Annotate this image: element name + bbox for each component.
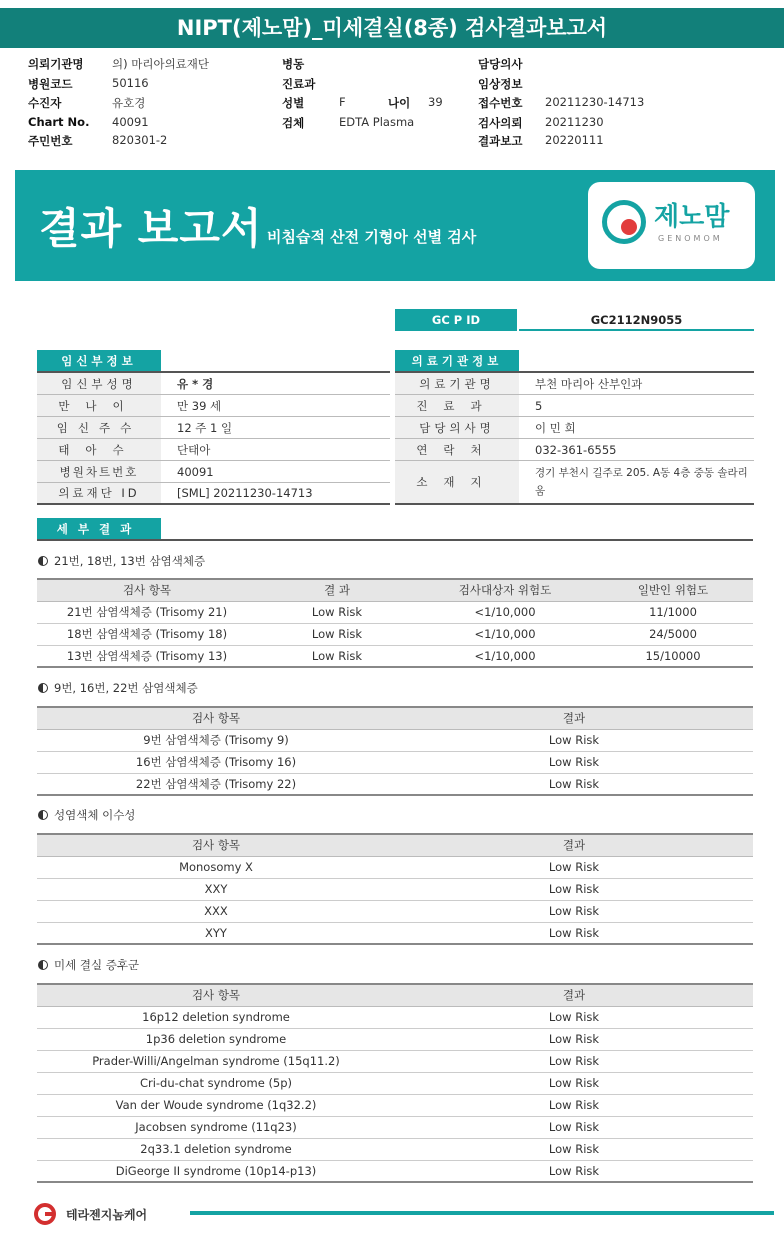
info-value: 이 민 희 bbox=[535, 420, 576, 435]
test-item: Prader-Willi/Angelman syndrome (15q11.2) bbox=[37, 1050, 395, 1072]
info-row bbox=[37, 483, 390, 505]
half-circle-icon bbox=[38, 683, 48, 693]
result: Low Risk bbox=[395, 900, 753, 922]
info-label: 의료재단 ID bbox=[37, 483, 161, 503]
detail-results-heading: 세부결과 bbox=[37, 518, 161, 540]
info-row bbox=[395, 395, 754, 417]
header-value: EDTA Plasma bbox=[339, 115, 415, 129]
info-value: 12 주 1 일 bbox=[177, 420, 233, 435]
header-value: 39 bbox=[428, 95, 443, 109]
table-row bbox=[37, 751, 753, 773]
result: Low Risk bbox=[257, 645, 417, 667]
test-item: 9번 삼염색체증 (Trisomy 9) bbox=[37, 729, 395, 751]
result: Low Risk bbox=[395, 1116, 753, 1138]
sex-chromosome-table bbox=[37, 833, 753, 945]
info-row bbox=[37, 439, 390, 461]
general-risk: 24/5000 bbox=[593, 623, 753, 645]
pregnant-info-table bbox=[37, 373, 390, 505]
half-circle-icon bbox=[38, 960, 48, 970]
column-header: 결과 bbox=[395, 707, 753, 729]
info-value: 5 bbox=[535, 398, 543, 413]
column-header: 검사대상자 위험도 bbox=[417, 579, 593, 601]
header-label: 임상정보 bbox=[478, 77, 523, 91]
table-row bbox=[37, 900, 753, 922]
column-header: 검사 항목 bbox=[37, 834, 395, 856]
info-label: 임신주수 bbox=[37, 417, 161, 438]
result: Low Risk bbox=[395, 922, 753, 944]
result: Low Risk bbox=[395, 878, 753, 900]
company-name: 테라젠지놈케어 bbox=[66, 1208, 148, 1222]
result: Low Risk bbox=[395, 1006, 753, 1028]
table-row bbox=[37, 1050, 753, 1072]
header-row bbox=[28, 76, 768, 94]
banner-title: 결과 보고서 bbox=[39, 204, 263, 253]
header-value: 40091 bbox=[112, 115, 149, 129]
subject-risk: <1/10,000 bbox=[417, 623, 593, 645]
section-title: 미세 결실 증후군 bbox=[54, 958, 140, 972]
test-item: 22번 삼염색체증 (Trisomy 22) bbox=[37, 773, 395, 795]
general-risk: 15/10000 bbox=[593, 645, 753, 667]
header-label: 의뢰기관명 bbox=[28, 57, 84, 71]
info-value: [SML] 20211230-14713 bbox=[177, 486, 313, 500]
header-label: 진료과 bbox=[282, 77, 316, 91]
result: Low Risk bbox=[395, 1138, 753, 1160]
banner-subtitle: 비침습적 산전 기형아 선별 검사 bbox=[267, 228, 477, 246]
info-label: 태아수 bbox=[37, 439, 161, 460]
table-header-row bbox=[37, 579, 753, 601]
table-row bbox=[37, 1138, 753, 1160]
result: Low Risk bbox=[395, 1072, 753, 1094]
info-label: 담당의사명 bbox=[395, 417, 519, 438]
test-item: 16번 삼염색체증 (Trisomy 16) bbox=[37, 751, 395, 773]
header-row bbox=[28, 95, 768, 113]
institution-info-table bbox=[395, 373, 754, 505]
genomom-logo-icon bbox=[602, 200, 646, 244]
result: Low Risk bbox=[395, 1160, 753, 1182]
header-label: 검사의뢰 bbox=[478, 116, 523, 130]
subject-risk: <1/10,000 bbox=[417, 601, 593, 623]
table-row bbox=[37, 856, 753, 878]
info-value: 경기 부천시 길주로 205. A동 4층 중동 솔라리움 bbox=[535, 467, 748, 497]
test-item: DiGeorge II syndrome (10p14-p13) bbox=[37, 1160, 395, 1182]
terragen-logo-icon bbox=[32, 1203, 62, 1225]
header-value: 20220111 bbox=[545, 133, 604, 147]
test-item: Van der Woude syndrome (1q32.2) bbox=[37, 1094, 395, 1116]
gcp-id bbox=[395, 309, 754, 331]
result: Low Risk bbox=[395, 729, 753, 751]
table-row bbox=[37, 1160, 753, 1182]
result: Low Risk bbox=[257, 623, 417, 645]
info-value: 부천 마리아 산부인과 bbox=[535, 376, 643, 391]
section-title: 9번, 16번, 22번 삼염색체증 bbox=[54, 681, 198, 695]
table-row bbox=[37, 773, 753, 795]
info-label: 만나이 bbox=[37, 395, 161, 416]
header-label: 주민번호 bbox=[28, 134, 73, 148]
info-value: 단태아 bbox=[177, 442, 211, 457]
header-label: 접수번호 bbox=[478, 96, 523, 110]
section-heading bbox=[38, 553, 205, 569]
test-item: XXX bbox=[37, 900, 395, 922]
report-title: NIPT(제노맘)_미세결실(8종) 검사결과보고서 bbox=[0, 8, 784, 48]
gcp-id-label: GC P ID bbox=[395, 309, 517, 331]
logo-text: 제노맘 bbox=[654, 202, 730, 232]
header-label: 수진자 bbox=[28, 96, 62, 110]
section-heading bbox=[38, 807, 135, 823]
info-row bbox=[37, 461, 390, 483]
table-header-row bbox=[37, 984, 753, 1006]
result: Low Risk bbox=[257, 601, 417, 623]
column-header: 검사 항목 bbox=[37, 579, 257, 601]
header-label: 나이 bbox=[388, 96, 411, 110]
info-row bbox=[395, 439, 754, 461]
header-value: 유호경 bbox=[112, 96, 146, 110]
table-row bbox=[37, 623, 753, 645]
info-label: 소재지 bbox=[395, 461, 519, 503]
section-heading bbox=[38, 957, 139, 973]
header-row bbox=[28, 133, 768, 151]
result: Low Risk bbox=[395, 1028, 753, 1050]
info-value: 유 * 경 bbox=[177, 376, 214, 391]
footer-divider bbox=[190, 1211, 774, 1215]
header-label: 병동 bbox=[282, 57, 305, 71]
result: Low Risk bbox=[395, 751, 753, 773]
result: Low Risk bbox=[395, 1050, 753, 1072]
section-heading bbox=[38, 680, 198, 696]
column-header: 검사 항목 bbox=[37, 984, 395, 1006]
info-label: 진료과 bbox=[395, 395, 519, 416]
column-header: 결과 bbox=[395, 984, 753, 1006]
info-row bbox=[37, 373, 390, 395]
info-label: 연락처 bbox=[395, 439, 519, 460]
info-row bbox=[395, 417, 754, 439]
table-row bbox=[37, 601, 753, 623]
header-label: 담당의사 bbox=[478, 57, 523, 71]
gcp-id-value: GC2112N9055 bbox=[519, 309, 754, 331]
pregnant-info-heading: 임신부정보 bbox=[37, 350, 161, 372]
test-item: 2q33.1 deletion syndrome bbox=[37, 1138, 395, 1160]
institution-info-heading: 의료기관정보 bbox=[395, 350, 519, 372]
trisomy-9-16-22-table bbox=[37, 706, 753, 796]
info-label: 병원차트번호 bbox=[37, 461, 161, 482]
info-row bbox=[395, 461, 754, 505]
test-item: Jacobsen syndrome (11q23) bbox=[37, 1116, 395, 1138]
report-banner bbox=[15, 170, 775, 281]
info-row bbox=[395, 373, 754, 395]
test-item: XXY bbox=[37, 878, 395, 900]
section-title: 성염색체 이수성 bbox=[54, 808, 136, 822]
result: Low Risk bbox=[395, 1094, 753, 1116]
result: Low Risk bbox=[395, 856, 753, 878]
column-header: 결과 bbox=[395, 834, 753, 856]
table-row bbox=[37, 729, 753, 751]
table-header-row bbox=[37, 707, 753, 729]
microdeletion-table bbox=[37, 983, 753, 1183]
header-value: 20211230-14713 bbox=[545, 95, 645, 109]
header-value: 의) 마리아의료재단 bbox=[112, 57, 210, 71]
test-item: 21번 삼염색체증 (Trisomy 21) bbox=[37, 601, 257, 623]
subject-risk: <1/10,000 bbox=[417, 645, 593, 667]
result: Low Risk bbox=[395, 773, 753, 795]
info-value: 032-361-6555 bbox=[535, 442, 617, 457]
info-value: 만 39 세 bbox=[177, 398, 222, 413]
half-circle-icon bbox=[38, 556, 48, 566]
header-label: Chart No. bbox=[28, 115, 90, 129]
info-label: 임신부성명 bbox=[37, 373, 161, 394]
header-label: 검체 bbox=[282, 116, 305, 130]
test-item: Cri-du-chat syndrome (5p) bbox=[37, 1072, 395, 1094]
header-label: 병원코드 bbox=[28, 77, 73, 91]
test-item: 13번 삼염색체증 (Trisomy 13) bbox=[37, 645, 257, 667]
column-header: 일반인 위험도 bbox=[593, 579, 753, 601]
table-header-row bbox=[37, 834, 753, 856]
table-row bbox=[37, 1116, 753, 1138]
info-label: 의료기관명 bbox=[395, 373, 519, 394]
test-item: XYY bbox=[37, 922, 395, 944]
header-label: 결과보고 bbox=[478, 134, 523, 148]
header-row bbox=[28, 115, 768, 133]
header-label: 성별 bbox=[282, 96, 305, 110]
table-row bbox=[37, 645, 753, 667]
table-row bbox=[37, 1094, 753, 1116]
divider bbox=[37, 539, 753, 541]
table-row bbox=[37, 1072, 753, 1094]
info-row bbox=[37, 417, 390, 439]
genomom-logo bbox=[588, 182, 755, 269]
info-value: 40091 bbox=[177, 464, 214, 479]
header-value: 20211230 bbox=[545, 115, 604, 129]
half-circle-icon bbox=[38, 810, 48, 820]
section-title: 21번, 18번, 13번 삼염색체증 bbox=[54, 554, 206, 568]
trisomy-21-18-13-table bbox=[37, 578, 753, 668]
table-row bbox=[37, 922, 753, 944]
test-item: 1p36 deletion syndrome bbox=[37, 1028, 395, 1050]
table-row bbox=[37, 1006, 753, 1028]
column-header: 결 과 bbox=[257, 579, 417, 601]
column-header: 검사 항목 bbox=[37, 707, 395, 729]
test-item: 16p12 deletion syndrome bbox=[37, 1006, 395, 1028]
header-value: 50116 bbox=[112, 76, 149, 90]
info-row bbox=[37, 395, 390, 417]
logo-subtext: GENOMOM bbox=[658, 234, 723, 243]
test-item: 18번 삼염색체증 (Trisomy 18) bbox=[37, 623, 257, 645]
table-row bbox=[37, 1028, 753, 1050]
test-item: Monosomy X bbox=[37, 856, 395, 878]
table-row bbox=[37, 878, 753, 900]
header-value: 820301-2 bbox=[112, 133, 168, 147]
header-row bbox=[28, 56, 768, 74]
general-risk: 11/1000 bbox=[593, 601, 753, 623]
header-value: F bbox=[339, 95, 346, 109]
